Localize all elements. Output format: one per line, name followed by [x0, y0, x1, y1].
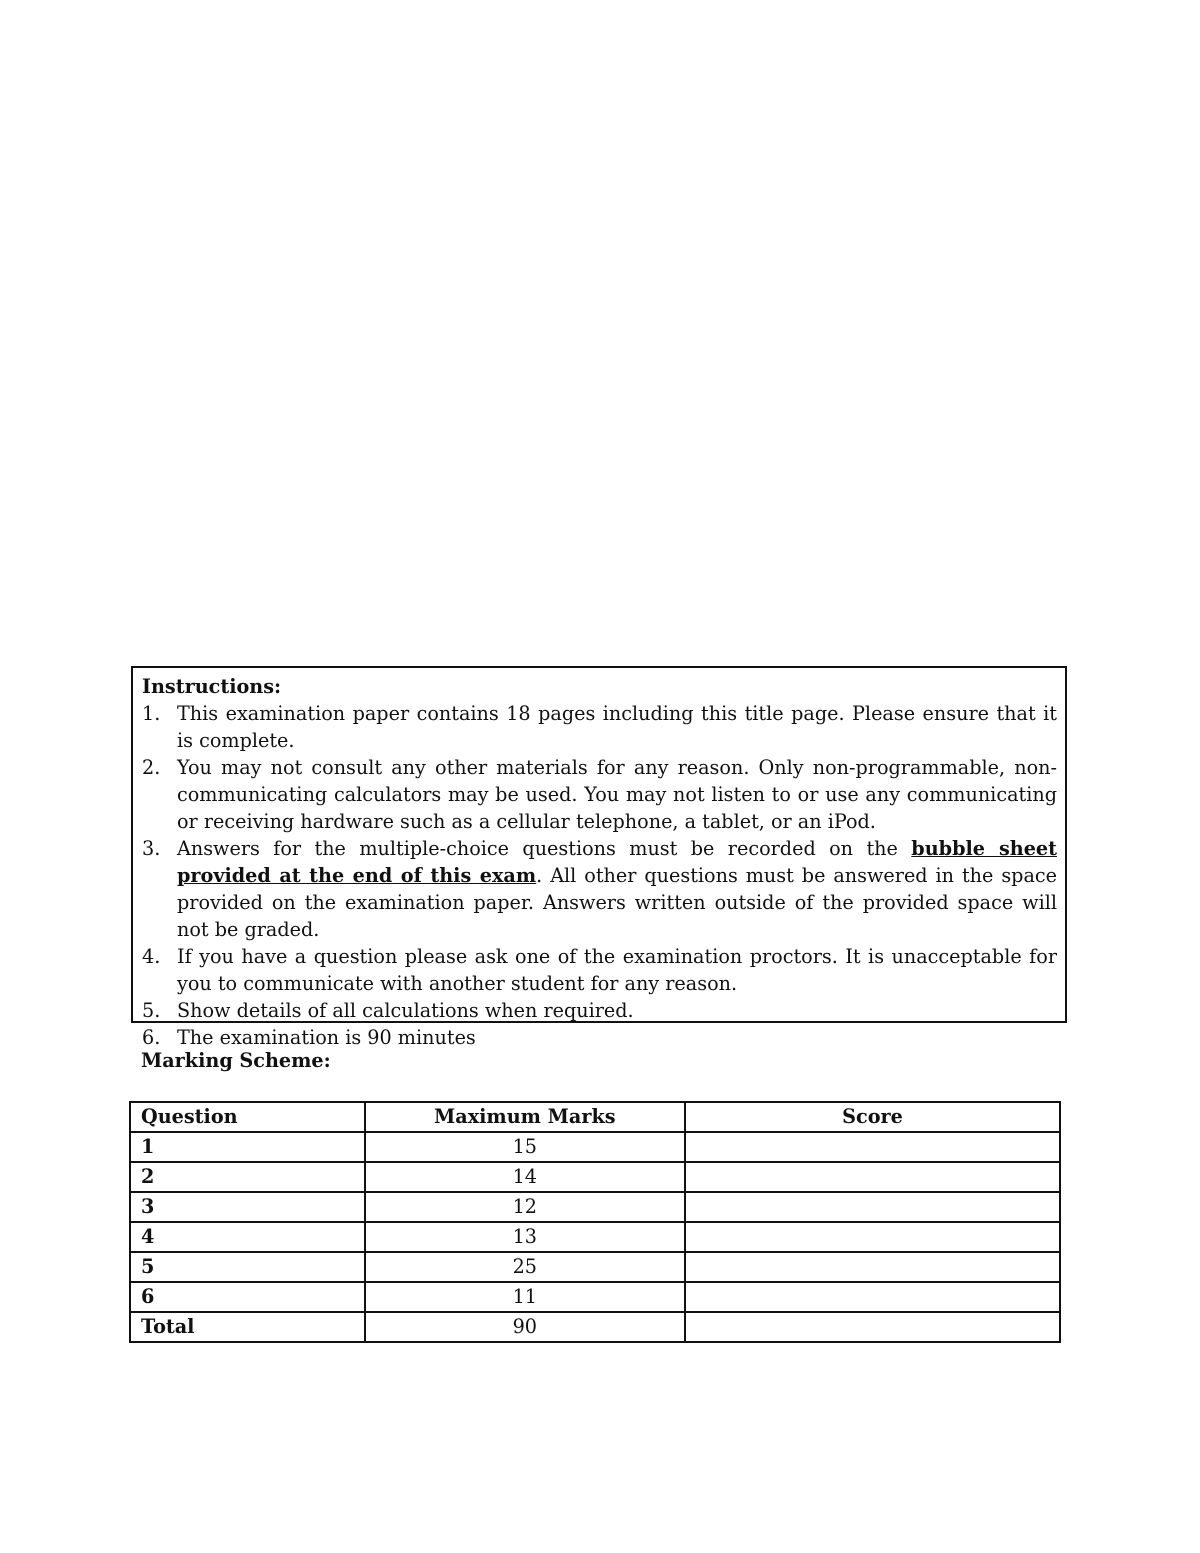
instructions-heading: Instructions: [142, 675, 282, 698]
instruction-text: If you have a question please ask one of the examination proctors. It is unacceptable for you to communicate with another student for any reason. [177, 945, 1057, 995]
table-row [130, 1132, 1060, 1162]
question-cell: 5 [130, 1252, 365, 1282]
question-cell: 3 [130, 1192, 365, 1222]
instruction-text-before: Answers for the multiple-choice questions must be recorded on the [177, 837, 912, 860]
score-cell [685, 1192, 1060, 1222]
max-marks-cell: 12 [365, 1192, 685, 1222]
header-score: Score [685, 1102, 1060, 1132]
bubble-sheet-emphasis: bubble sheet provided at the end of this exam [177, 837, 1057, 887]
score-cell [685, 1252, 1060, 1282]
table-header-row [130, 1102, 1060, 1132]
table-row [130, 1162, 1060, 1192]
question-cell: 2 [130, 1162, 365, 1192]
instruction-text: The examination is 90 minutes [177, 1026, 476, 1049]
header-question: Question [130, 1102, 365, 1132]
table-row [130, 1192, 1060, 1222]
instructions-box [131, 666, 1067, 1049]
score-cell [685, 1222, 1060, 1252]
total-score-cell [685, 1312, 1060, 1342]
max-marks-cell: 13 [365, 1222, 685, 1252]
header-maximum-marks: Maximum Marks [365, 1102, 685, 1132]
question-cell: 6 [130, 1282, 365, 1312]
max-marks-cell: 25 [365, 1252, 685, 1282]
instruction-item [142, 835, 1057, 943]
instruction-number: 2. [142, 756, 161, 779]
max-marks-cell: 15 [365, 1132, 685, 1162]
instruction-number: 5. [142, 999, 161, 1022]
instruction-number: 1. [142, 702, 161, 725]
total-max-marks-cell: 90 [365, 1312, 685, 1342]
instruction-item [142, 700, 1057, 754]
instruction-number: 3. [142, 837, 161, 860]
instructions-list [142, 700, 1057, 1051]
table-row [130, 1222, 1060, 1252]
instruction-item [142, 943, 1057, 997]
instruction-number: 6. [142, 1026, 161, 1049]
max-marks-cell: 11 [365, 1282, 685, 1312]
instruction-text [177, 835, 1057, 943]
instruction-text-after: . All other questions must be answered in the space provided on the examination paper. Answers written outside of the provided space will not be graded. [177, 864, 1057, 941]
table-row-total [130, 1312, 1060, 1342]
score-cell [685, 1162, 1060, 1192]
instruction-item [142, 754, 1057, 835]
marking-scheme-title: Marking Scheme: [141, 1049, 331, 1072]
question-cell: 1 [130, 1132, 365, 1162]
instruction-text: You may not consult any other materials for any reason. Only non-programmable, non-communicating calculators may be used. You may not listen to or use any communicating or receiving hardware such as a cellular telephone, a tablet, or an iPod. [177, 756, 1057, 833]
score-cell [685, 1282, 1060, 1312]
instruction-item [142, 997, 1057, 1024]
instruction-text: Show details of all calculations when required. [177, 999, 634, 1022]
table-row [130, 1252, 1060, 1282]
table-row [130, 1282, 1060, 1312]
total-label-cell: Total [130, 1312, 365, 1342]
question-cell: 4 [130, 1222, 365, 1252]
score-cell [685, 1132, 1060, 1162]
marking-scheme-table [129, 1101, 1061, 1343]
instruction-number: 4. [142, 945, 161, 968]
max-marks-cell: 14 [365, 1162, 685, 1192]
instruction-text: This examination paper contains 18 pages including this title page. Please ensure that it is complete. [177, 702, 1057, 752]
